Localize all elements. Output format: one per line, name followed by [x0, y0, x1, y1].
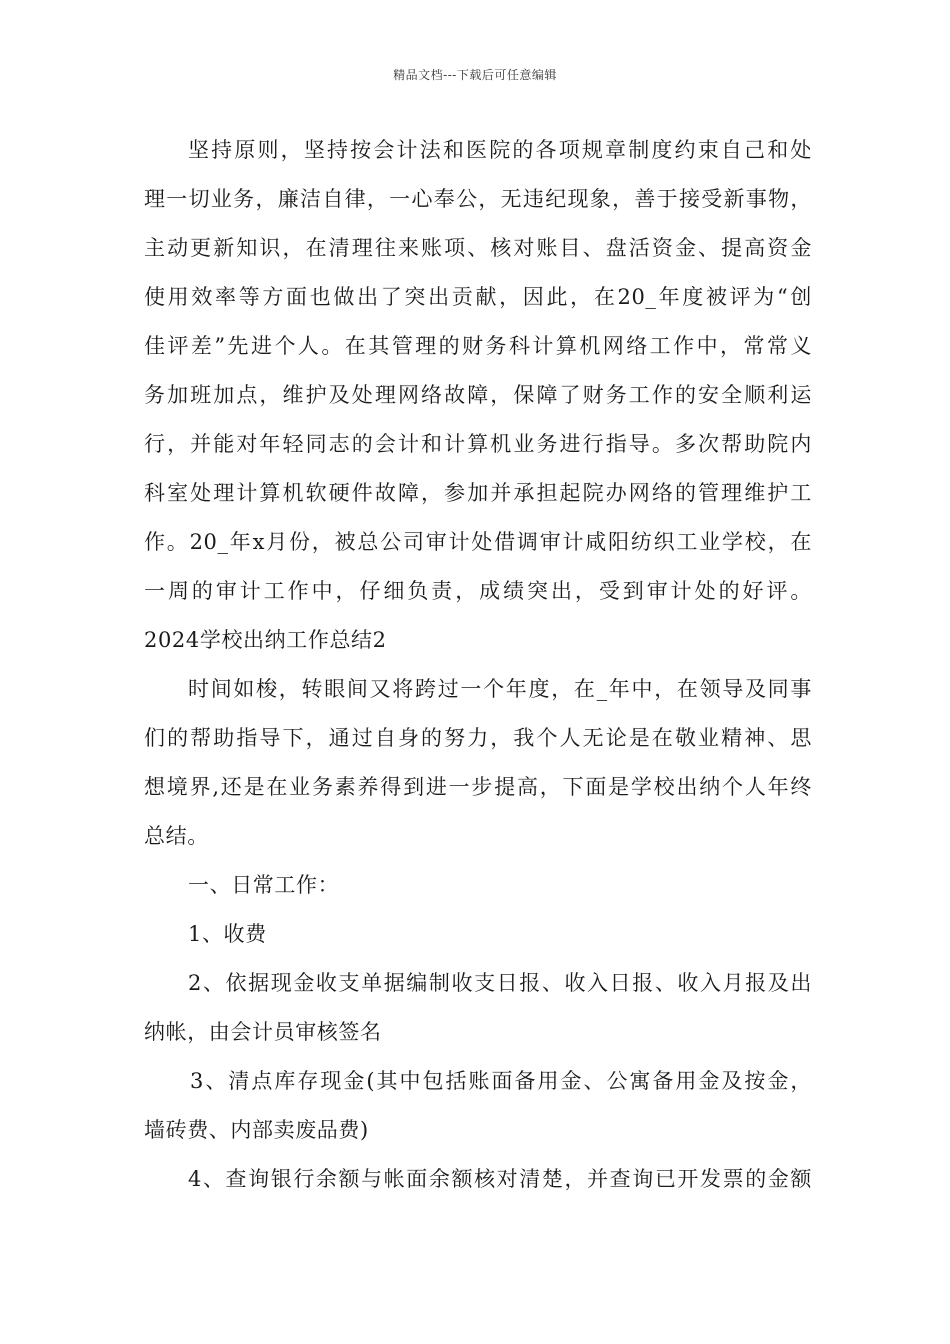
list-item: 4、查询银行余额与帐面余额核对清楚，并查询已开发票的金额 — [188, 1167, 812, 1191]
page-header: 精品文档---下载后可任意编辑 — [393, 68, 557, 82]
paragraph-line: 理一切业务，廉洁自律，一心奉公，无违纪现象，善于接受新事物， — [144, 187, 812, 211]
paragraph-line: 科室处理计算机软硬件故障，参加并承担起院办网络的管理维护工 — [144, 481, 812, 505]
list-item-continuation: 墙砖费、内部卖废品费) — [144, 1118, 369, 1142]
section-heading: 2024学校出纳工作总结2 — [144, 628, 387, 652]
paragraph-line: 佳评差”先进个人。在其管理的财务科计算机网络工作中，常常义 — [144, 334, 812, 358]
paragraph-line: 使用效率等方面也做出了突出贡献，因此，在20_年度被评为“创 — [144, 285, 812, 309]
paragraph-line: 行，并能对年轻同志的会计和计算机业务进行指导。多次帮助院内 — [144, 432, 812, 456]
paragraph-line: 务加班加点，维护及处理网络故障，保障了财务工作的安全顺利运 — [144, 383, 812, 407]
paragraph-line: 坚持原则，坚持按会计法和医院的各项规章制度约束自己和处 — [188, 138, 812, 162]
list-item: 3、清点库存现金(其中包括账面备用金、公寓备用金及按金， — [190, 1069, 812, 1093]
list-heading: 一、日常工作： — [188, 873, 340, 897]
paragraph-line: 想境界,还是在业务素养得到进一步提高，下面是学校出纳个人年终 — [144, 775, 812, 799]
paragraph-line: 一周的审计工作中，仔细负责，成绩突出，受到审计处的好评。 — [144, 579, 812, 603]
paragraph-line: 主动更新知识，在清理往来账项、核对账目、盘活资金、提高资金 — [144, 236, 812, 260]
list-item-continuation: 纳帐，由会计员审核签名 — [144, 1020, 382, 1044]
list-item: 2、依据现金收支单据编制收支日报、收入日报、收入月报及出 — [188, 971, 812, 995]
list-item: 1、收费 — [188, 922, 267, 946]
paragraph-line: 作。20_年x月份，被总公司审计处借调审计咸阳纺织工业学校，在 — [144, 530, 812, 554]
document-body — [144, 126, 812, 1204]
paragraph-line: 时间如梭，转眼间又将跨过一个年度，在_年中，在领导及同事 — [188, 677, 812, 701]
paragraph-line: 们的帮助指导下，通过自身的努力，我个人无论是在敬业精神、思 — [144, 726, 812, 750]
paragraph-line: 总结。 — [144, 824, 209, 848]
